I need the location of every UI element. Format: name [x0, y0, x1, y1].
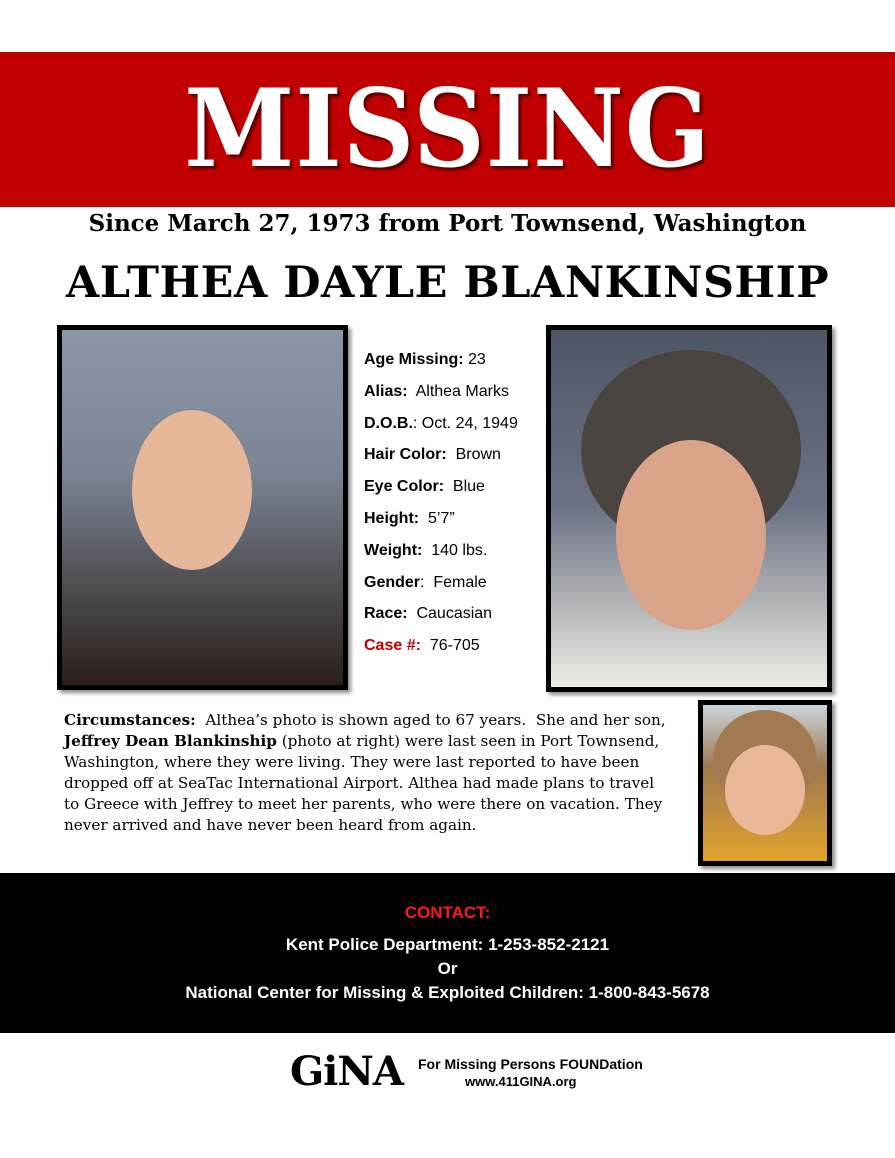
photo-child	[698, 700, 832, 866]
missing-since-line: Since March 27, 1973 from Port Townsend, Washington	[88, 210, 807, 237]
detail-weight: Weight: 140 lbs.	[364, 541, 488, 559]
detail-height: Height: 5’7”	[364, 509, 455, 527]
missing-person-name: ALTHEA DAYLE BLANKINSHIP	[65, 258, 830, 308]
missing-banner	[0, 52, 895, 207]
detail-case: Case #: 76-705	[364, 637, 480, 655]
contact-or: Or	[437, 959, 458, 978]
face-shape	[616, 440, 766, 630]
detail-eye: Eye Color: Blue	[364, 478, 485, 496]
contact-ncmec: National Center for Missing & Exploited Children: 1-800-843-5678	[185, 983, 710, 1002]
detail-dob: D.O.B.: Oct. 24, 1949	[364, 414, 518, 432]
detail-age: Age Missing: 23	[364, 351, 486, 368]
detail-hair: Hair Color: Brown	[364, 446, 501, 464]
missing-title: MISSING	[184, 66, 711, 192]
circumstances-text: Circumstances: Althea’s photo is shown aged to 67 years. She and her son, Jeffrey Dean Blankinship (photo at right) were last seen in Port Townsend, Washington, where they were living. They were last reported to have been dropped off at SeaTac International Airport. Althea had made plans to travel to Greece with Jeffrey to meet her parents, who were there on vacation. They never arrived and have never been heard from again.	[64, 711, 671, 834]
contact-title: CONTACT:	[404, 903, 491, 922]
detail-alias: Alias: Althea Marks	[364, 382, 509, 400]
detail-race: Race: Caucasian	[364, 605, 493, 623]
photo-age-progressed	[546, 325, 832, 692]
detail-gender: Gender: Female	[364, 573, 487, 591]
photo-young-woman	[57, 325, 348, 690]
gina-logo: GiNA	[290, 1048, 403, 1095]
details-list	[364, 348, 544, 666]
gina-footer	[290, 1048, 643, 1098]
face-shape	[725, 745, 805, 835]
gina-url: www.411GINA.org	[465, 1074, 577, 1089]
face-shape	[132, 410, 252, 570]
contact-section	[0, 873, 895, 1033]
contact-kent-police: Kent Police Department: 1-253-852-2121	[285, 935, 610, 954]
gina-tagline: For Missing Persons FOUNDation	[418, 1056, 643, 1072]
